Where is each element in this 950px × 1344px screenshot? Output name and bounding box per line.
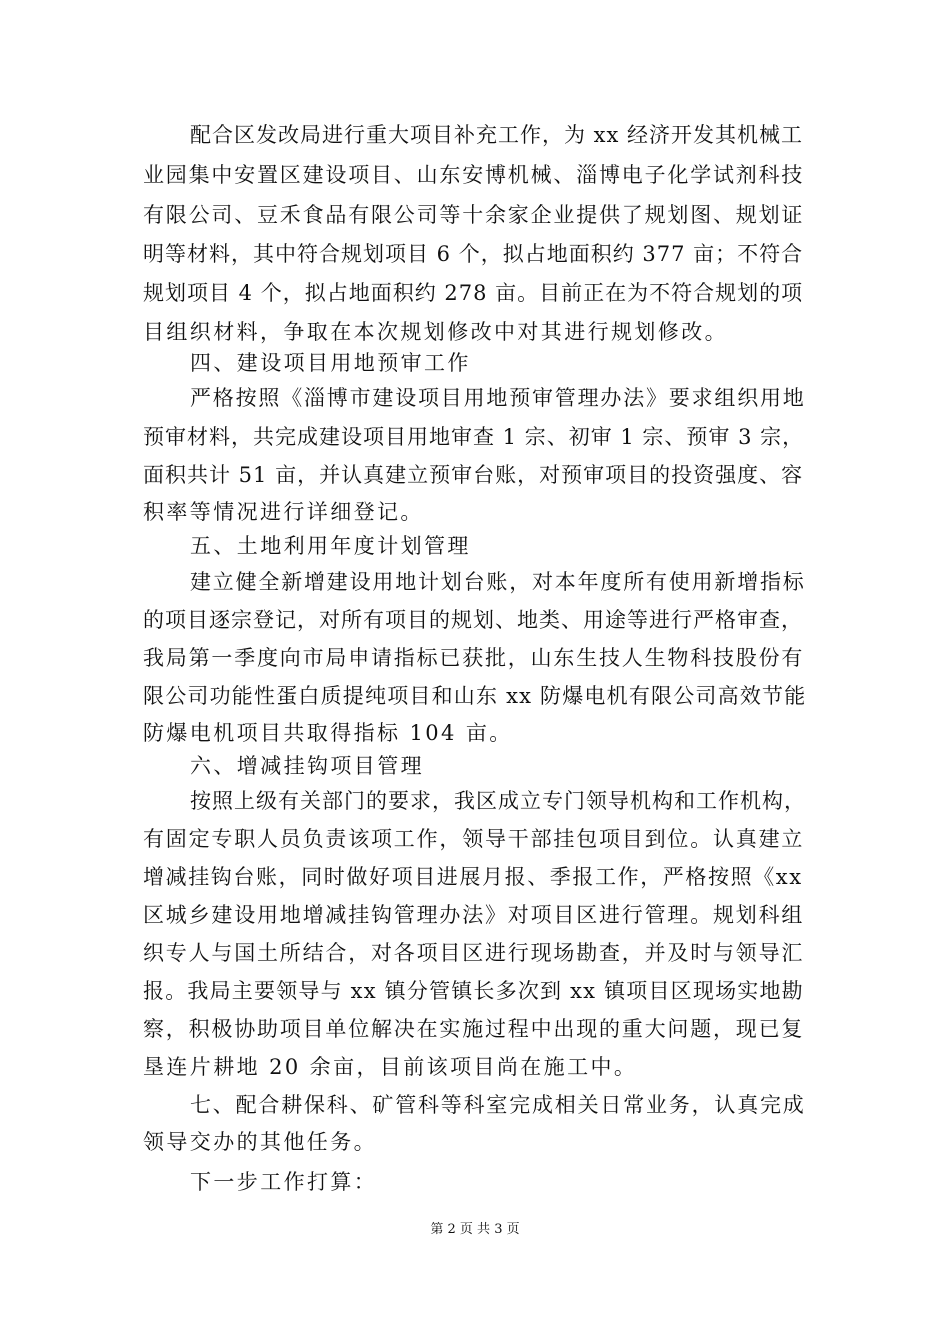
- text-line: 增减挂钩台账，同时做好项目进展月报、季报工作，严格按照《xx: [143, 865, 803, 889]
- text-line: 的项目逐宗登记，对所有项目的规划、地类、用途等进行严格审查，: [143, 608, 803, 632]
- text-line: 七、配合耕保科、矿管科等科室完成相关日常业务，认真完成: [190, 1093, 806, 1117]
- text-line: 察，积极协助项目单位解决在实施过程中出现的重大问题，现已复: [143, 1017, 805, 1041]
- text-line: 明等材料，其中符合规划项目 6 个，拟占地面积约 377 亩；不符合: [143, 242, 804, 266]
- text-line: 有限公司、豆禾食品有限公司等十余家企业提供了规划图、规划证: [143, 203, 805, 227]
- text-line: 垦连片耕地 20 余亩，目前该项目尚在施工中。: [143, 1055, 638, 1079]
- page-number: 第 2 页 共 3 页: [430, 1222, 520, 1237]
- text-line: 积率等情况进行详细登记。: [143, 500, 424, 524]
- text-line: 我局第一季度向市局申请指标已获批，山东生技人生物科技股份有: [143, 646, 805, 670]
- text-line: 目组织材料，争取在本次规划修改中对其进行规划修改。: [143, 320, 728, 344]
- text-line: 按照上级有关部门的要求，我区成立专门领导机构和工作机构，: [190, 789, 806, 813]
- text-line: 建立健全新增建设用地计划台账，对本年度所有使用新增指标: [190, 570, 806, 594]
- text-line: 防爆电机项目共取得指标 104 亩。: [143, 721, 513, 745]
- text-line: 织专人与国土所结合，对各项目区进行现场勘查，并及时与领导汇: [143, 941, 805, 965]
- text-line: 规划项目 4 个，拟占地面积约 278 亩。目前正在为不符合规划的项: [143, 281, 804, 305]
- section-heading: 下一步工作打算：: [190, 1170, 378, 1194]
- text-line: 面积共计 51 亩，并认真建立预审台账，对预审项目的投资强度、容: [143, 463, 804, 487]
- section-heading: 五、土地利用年度计划管理: [190, 534, 471, 558]
- text-line: 限公司功能性蛋白质提纯项目和山东 xx 防爆电机有限公司高效节能: [143, 684, 807, 708]
- text-line: 报。我局主要领导与 xx 镇分管镇长多次到 xx 镇项目区现场实地勘: [143, 979, 804, 1003]
- text-line: 业园集中安置区建设项目、山东安博机械、淄博电子化学试剂科技: [143, 163, 805, 187]
- text-line: 配合区发改局进行重大项目补充工作，为 xx 经济开发其机械工: [190, 123, 804, 147]
- section-heading: 四、建设项目用地预审工作: [190, 351, 471, 375]
- text-line: 预审材料，共完成建设项目用地审查 1 宗、初审 1 宗、预审 3 宗，: [143, 425, 805, 449]
- text-line: 区城乡建设用地增减挂钩管理办法》对项目区进行管理。规划科组: [143, 903, 805, 927]
- text-line: 严格按照《淄博市建设项目用地预审管理办法》要求组织用地: [190, 386, 806, 410]
- section-heading: 六、增减挂钩项目管理: [190, 754, 424, 778]
- text-line: 领导交办的其他任务。: [143, 1130, 377, 1154]
- text-line: 有固定专职人员负责该项工作，领导干部挂包项目到位。认真建立: [143, 827, 805, 851]
